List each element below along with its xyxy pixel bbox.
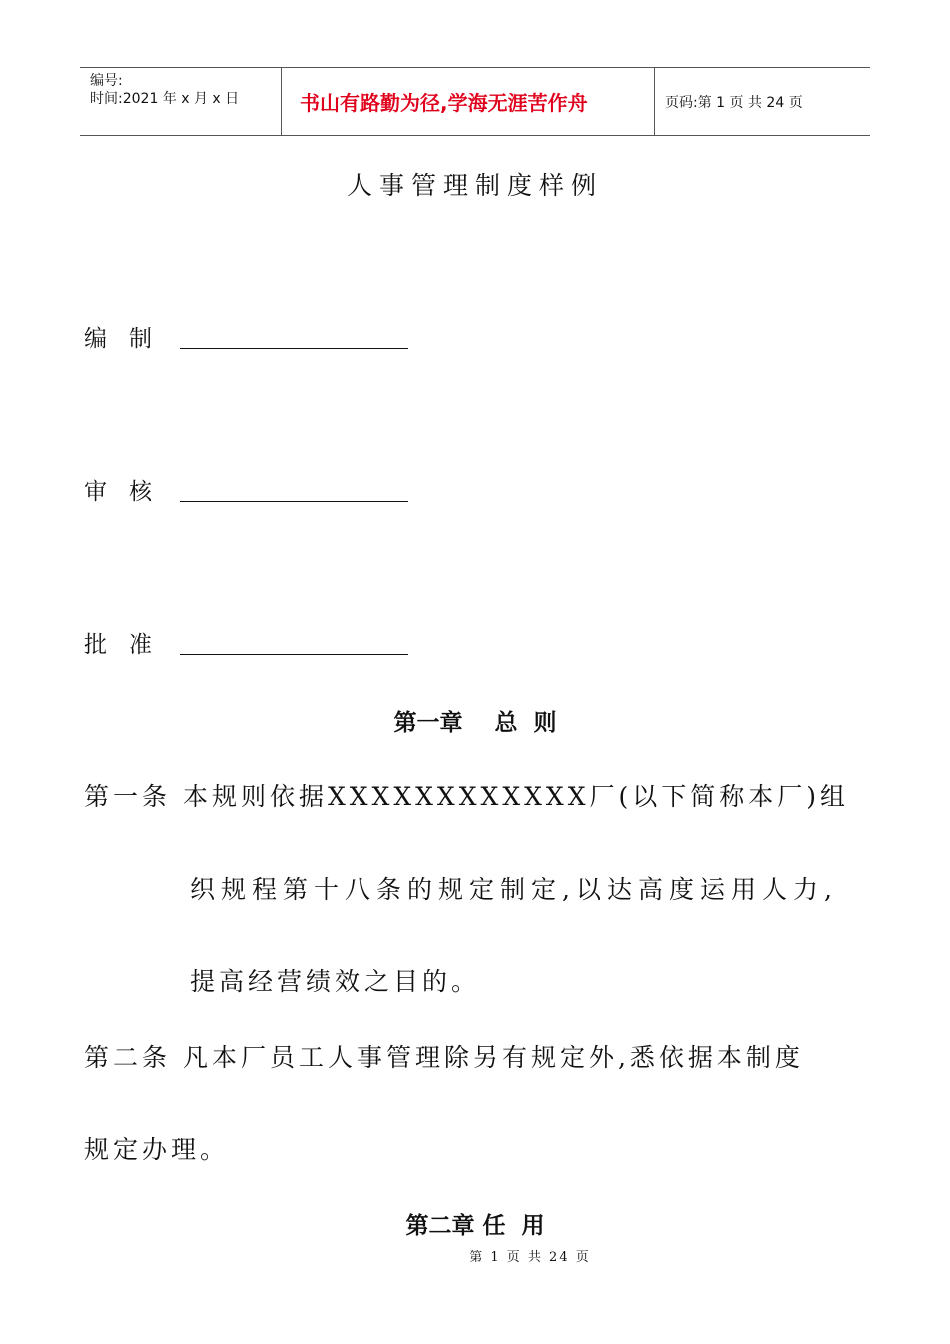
signature-label: 审核 (84, 479, 174, 505)
header-motto: 书山有路勤为径,学海无涯苦作舟 (281, 68, 655, 135)
signature-line (180, 500, 408, 502)
header-page-info: 页码:第 1 页 共 24 页 (665, 94, 803, 111)
page-footer: 第 1 页 共 24 页 (469, 1250, 591, 1265)
signature-row-compile (84, 320, 408, 353)
signature-line (180, 347, 408, 349)
number-label: 编号: (90, 73, 123, 89)
signature-row-review (84, 473, 408, 506)
article-2-line-1: 第二条 凡本厂员工人事管理除另有规定外,悉依据本制度 (84, 1043, 804, 1072)
signature-label: 编制 (84, 326, 174, 352)
signature-row-approve (84, 626, 408, 659)
article-2-line-2: 规定办理。 (84, 1135, 230, 1164)
document-title: 人事管理制度样例 (346, 171, 603, 200)
signature-label: 批准 (84, 632, 174, 658)
article-1-line-3: 提高经营绩效之目的。 (190, 967, 481, 996)
signature-line (180, 653, 408, 655)
page-header (80, 67, 870, 136)
time-label: 时间:2021 年 x 月 x 日 (90, 91, 240, 107)
article-1-line-2: 织规程第十八条的规定制定,以达高度运用人力, (190, 875, 838, 904)
chapter-heading: 第一章 总 则 (393, 709, 557, 736)
article-1-line-1: 第一条 本规则依据XXXXXXXXXXXX厂(以下简称本厂)组 (84, 782, 850, 811)
chapter-heading: 第二章 任 用 (405, 1212, 545, 1239)
header-meta (80, 68, 281, 135)
